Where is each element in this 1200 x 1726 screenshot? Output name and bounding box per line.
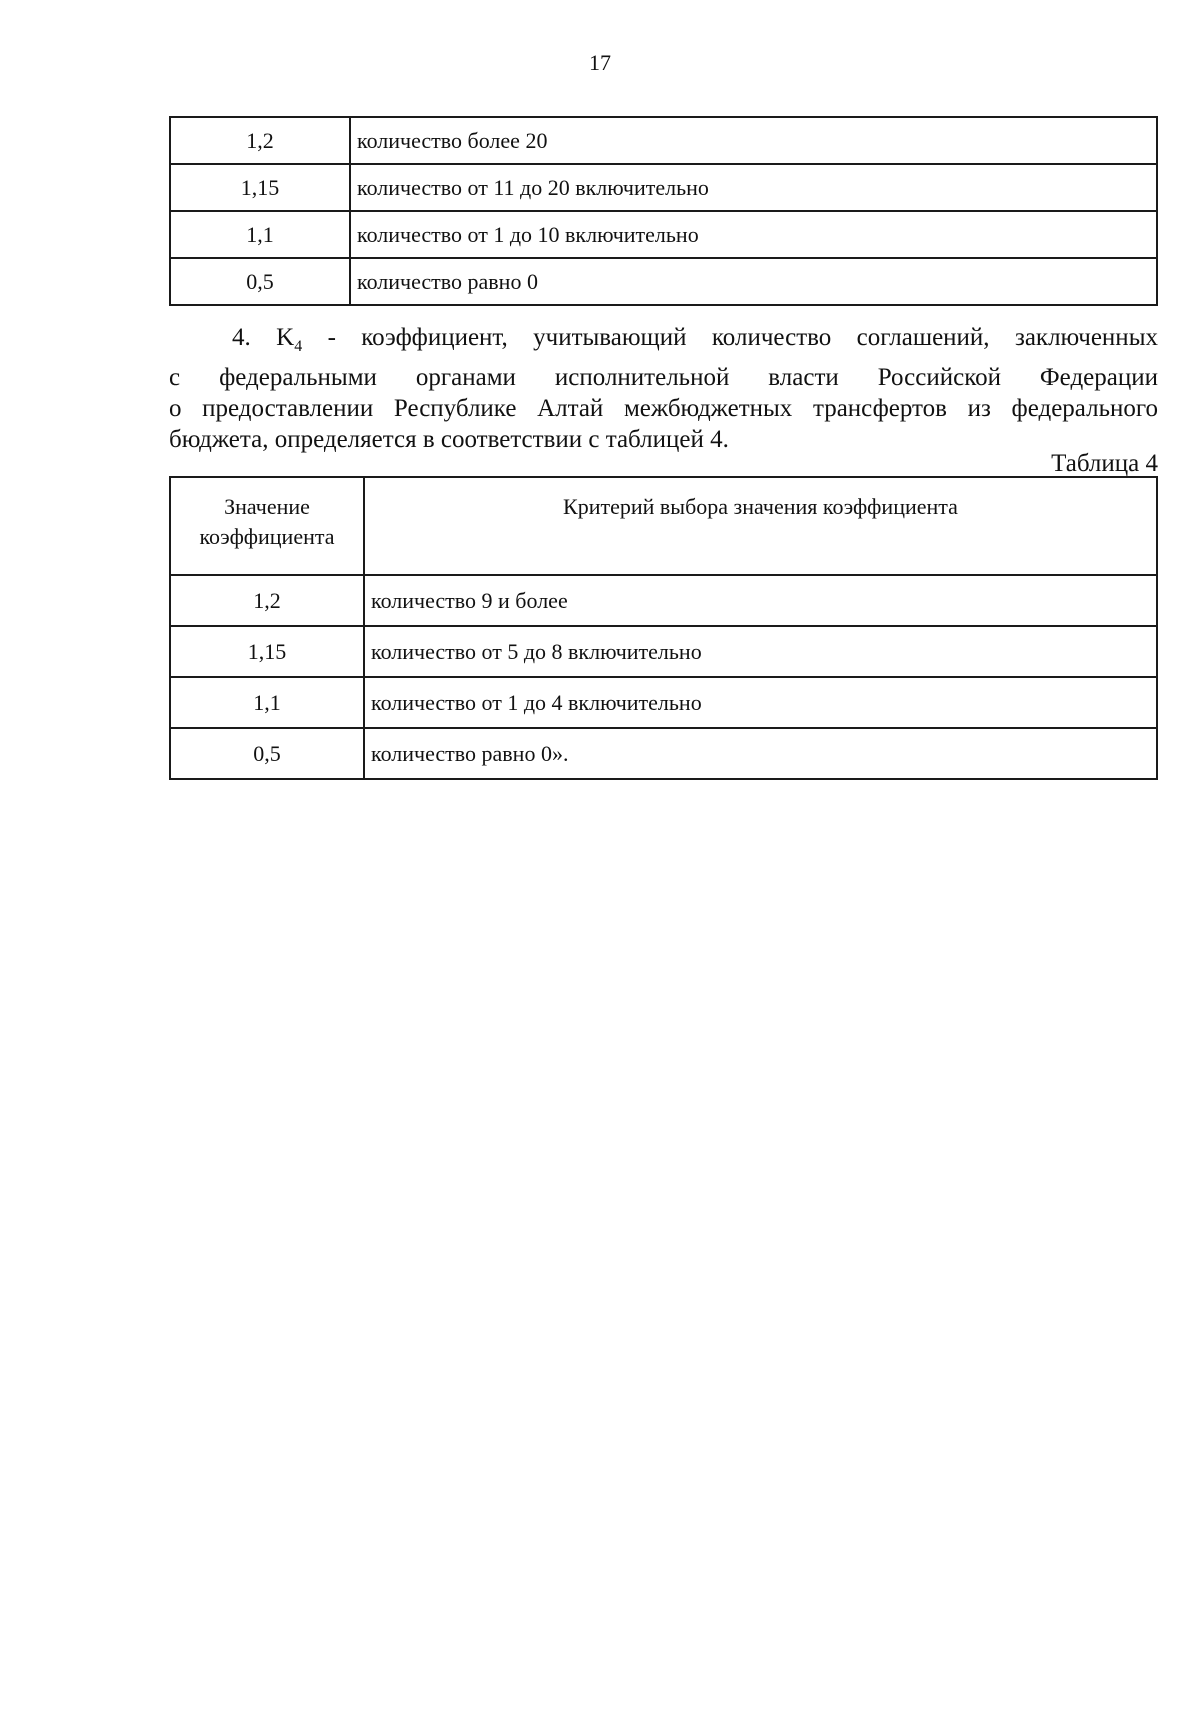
page-number: 17 (589, 50, 611, 75)
table-row (170, 728, 1157, 779)
coefficient-value: 0,5 (170, 258, 350, 305)
criterion-text: количество равно 0 (350, 258, 1157, 305)
table-row (170, 677, 1157, 728)
coefficient-value: 1,15 (170, 626, 364, 677)
table-3-continuation (169, 116, 1158, 306)
header-criterion: Критерий выбора значения коэффициента (364, 477, 1157, 575)
criterion-text: количество более 20 (350, 117, 1157, 164)
paragraph-line: с федеральными органами исполнительной власти Российской Федерации (169, 364, 1158, 391)
table-row (170, 117, 1157, 164)
coefficient-value: 1,1 (170, 211, 350, 258)
paragraph-line: бюджета, определяется в соответствии с таблицей 4. (169, 426, 729, 453)
table-row (170, 164, 1157, 211)
criterion-text: количество от 1 до 4 включительно (364, 677, 1157, 728)
coefficient-value: 1,1 (170, 677, 364, 728)
table-row (170, 626, 1157, 677)
paragraph-lead: 4. K (232, 324, 295, 351)
paragraph-line (169, 322, 1158, 362)
coefficient-value: 1,15 (170, 164, 350, 211)
table-header-row (170, 477, 1157, 575)
k-subscript: 4 (294, 338, 303, 355)
criterion-text: количество равно 0». (364, 728, 1157, 779)
coefficient-value: 0,5 (170, 728, 364, 779)
criterion-text: количество 9 и более (364, 575, 1157, 626)
header-value-line: Значение (224, 494, 310, 519)
criterion-text: количество от 11 до 20 включительно (350, 164, 1157, 211)
paragraph-line1-rest: - коэффициент, учитывающий количество соглашений, заключенных (302, 324, 1158, 351)
table-row (170, 258, 1157, 305)
table-row (170, 211, 1157, 258)
table-4 (169, 476, 1158, 780)
criterion-text: количество от 1 до 10 включительно (350, 211, 1157, 258)
k4-definition-paragraph (169, 322, 1158, 455)
table-row (170, 575, 1157, 626)
criterion-text: количество от 5 до 8 включительно (364, 626, 1157, 677)
paragraph-line: о предоставлении Республике Алтай межбюджетных трансфертов из федерального (169, 395, 1158, 422)
coefficient-value: 1,2 (170, 117, 350, 164)
table-4-caption: Таблица 4 (1051, 450, 1158, 477)
header-value-line: коэффициента (199, 524, 335, 549)
header-coefficient-value (170, 477, 364, 575)
coefficient-value: 1,2 (170, 575, 364, 626)
